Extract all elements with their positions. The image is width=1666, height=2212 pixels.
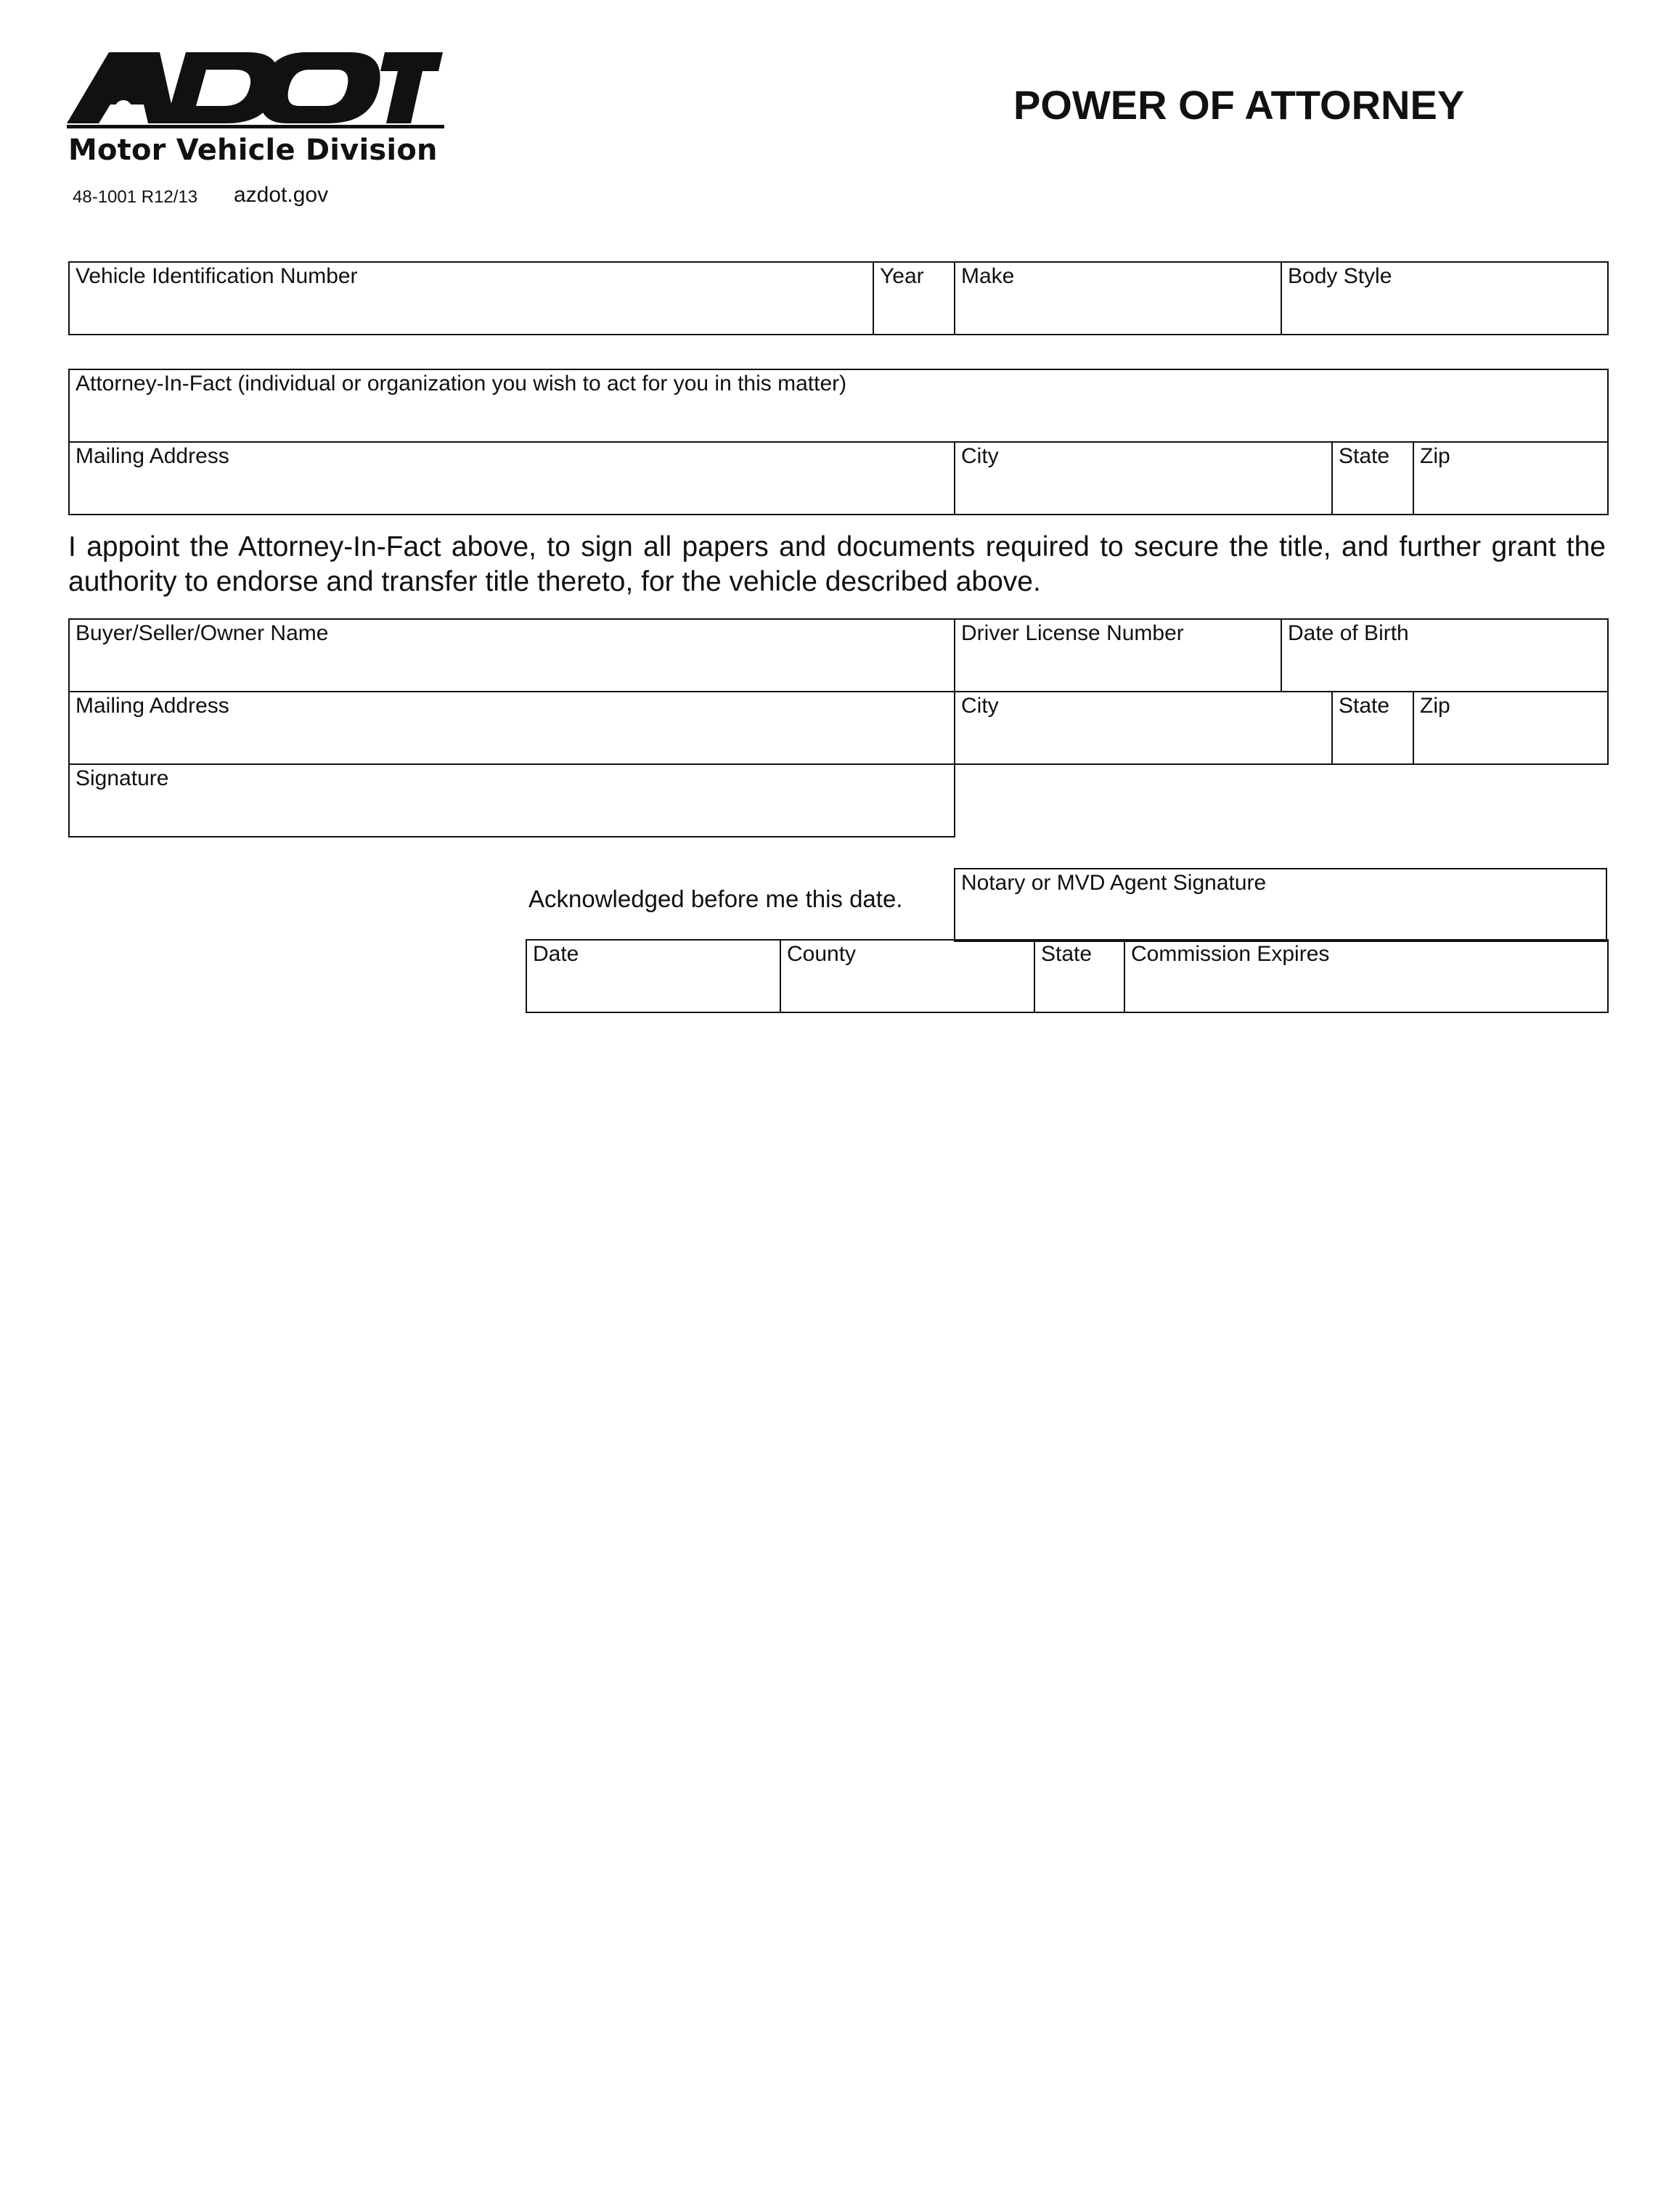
driver-license-label: Driver License Number — [961, 621, 1184, 645]
owner-city-label: City — [961, 694, 999, 718]
owner-name-label: Buyer/Seller/Owner Name — [75, 621, 329, 645]
commission-expires-label: Commission Expires — [1131, 942, 1330, 966]
attorney-state-label: State — [1339, 444, 1390, 468]
form-title: POWER OF ATTORNEY — [1013, 82, 1465, 128]
notary-date-field[interactable] — [526, 940, 780, 1012]
attorney-address-field[interactable] — [69, 442, 955, 515]
year-label: Year — [880, 264, 924, 288]
vin-field[interactable] — [69, 262, 873, 335]
form-number: 48-1001 R12/13 — [73, 187, 198, 207]
attorney-zip-field[interactable] — [1413, 442, 1608, 515]
owner-zip-field[interactable] — [1413, 692, 1608, 764]
blank-space — [955, 764, 1608, 837]
appointment-statement: I appoint the Attorney-In-Fact above, to sign all papers and documents required to secure the title, and further grant the authority to endorse and transfer title thereto, for the vehicle described above. — [68, 531, 1606, 597]
driver-license-field[interactable] — [955, 619, 1281, 692]
attorney-city-label: City — [961, 444, 999, 468]
notary-date-label: Date — [533, 942, 579, 966]
owner-state-field[interactable] — [1332, 692, 1413, 764]
owner-city-field[interactable] — [955, 692, 1332, 764]
date-of-birth-label: Date of Birth — [1288, 621, 1409, 645]
vin-label: Vehicle Identification Number — [75, 264, 358, 288]
notary-signature-field[interactable] — [955, 869, 1606, 941]
attorney-name-field[interactable] — [69, 369, 1608, 442]
attorney-table — [68, 369, 1609, 515]
date-of-birth-field[interactable] — [1281, 619, 1608, 692]
owner-table — [68, 618, 1609, 837]
body-style-field[interactable] — [1281, 262, 1608, 335]
adot-logo-graphic — [67, 48, 444, 129]
notary-state-field[interactable] — [1034, 940, 1124, 1012]
commission-expires-field[interactable] — [1124, 940, 1608, 1012]
attorney-address-label: Mailing Address — [75, 444, 229, 468]
year-field[interactable] — [873, 262, 955, 335]
owner-state-label: State — [1339, 694, 1390, 718]
owner-name-field[interactable] — [69, 619, 955, 692]
division-name: Motor Vehicle Division — [68, 134, 438, 167]
notary-county-label: County — [787, 942, 857, 966]
owner-address-label: Mailing Address — [75, 694, 229, 718]
notary-signature-table — [954, 868, 1607, 942]
attorney-name-label: Attorney-In-Fact (individual or organization you wish to act for you in this matter) — [75, 372, 847, 396]
attorney-zip-label: Zip — [1420, 444, 1450, 468]
owner-zip-label: Zip — [1420, 694, 1450, 718]
notary-signature-label: Notary or MVD Agent Signature — [961, 871, 1267, 895]
make-field[interactable] — [955, 262, 1281, 335]
vehicle-table — [68, 261, 1609, 335]
owner-signature-field[interactable] — [69, 764, 955, 837]
acknowledged-text: Acknowledged before me this date. — [528, 885, 903, 912]
website-link[interactable]: azdot.gov — [234, 183, 329, 207]
notary-details-table — [526, 939, 1609, 1013]
make-label: Make — [961, 264, 1015, 288]
adot-logo — [67, 48, 444, 129]
body-style-label: Body Style — [1288, 264, 1392, 288]
attorney-state-field[interactable] — [1332, 442, 1413, 515]
owner-signature-label: Signature — [75, 766, 169, 790]
attorney-city-field[interactable] — [955, 442, 1332, 515]
owner-address-field[interactable] — [69, 692, 955, 764]
notary-state-label: State — [1041, 942, 1093, 966]
notary-county-field[interactable] — [780, 940, 1034, 1012]
